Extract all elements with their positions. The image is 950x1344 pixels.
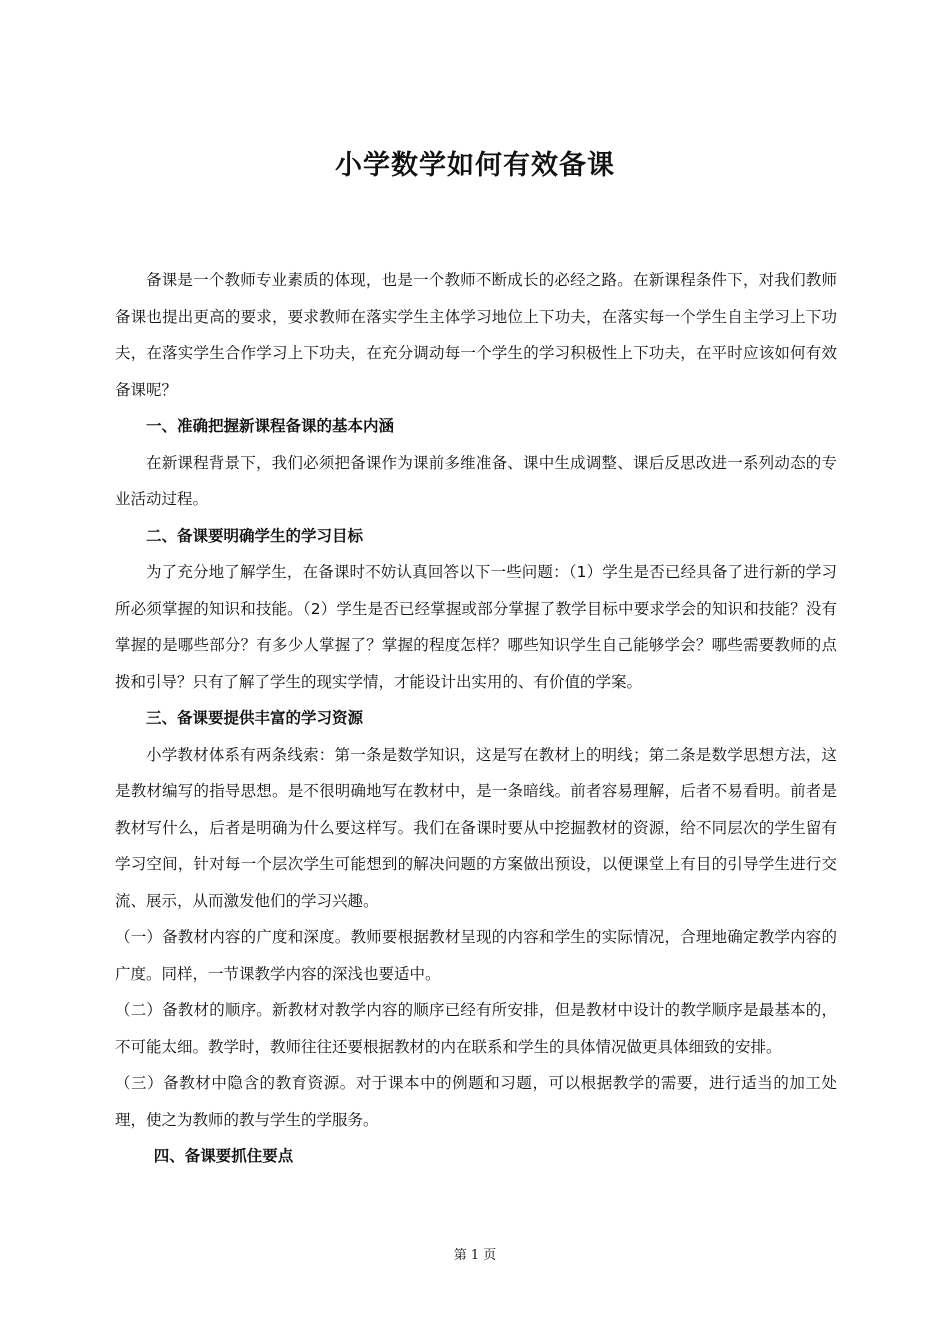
section-4-heading: 四、备课要抓住要点	[153, 1147, 294, 1165]
section-2-paragraph: 为了充分地了解学生，在备课时不妨认真回答以下一些问题：（1）学生是否已经具备了进行新的学习所必须掌握的知识和技能。（2）学生是否已经掌握或部分掌握了教学目标中要求学会的知识和技能？没有掌握的是哪些部分？有多少人掌握了？掌握的程度怎样？哪些知识学生自己能够学会？哪些需要教师的点拨和引导？只有了解了学生的现实学情，才能设计出实用的、有价值的学案。	[115, 563, 837, 691]
section-1-paragraph: 在新课程背景下，我们必须把备课作为课前多维准备、课中生成调整、课后反思改进一系列动态的专业活动过程。	[115, 453, 837, 508]
document-body	[115, 262, 837, 1175]
section-3-paragraph: 小学教材体系有两条线索：第一条是数学知识，这是写在教材上的明线；第二条是数学思想方法，这是教材编写的指导思想。是不很明确地写在教材中，是一条暗线。前者容易理解，后者不易看明。前者是教材写什么，后者是明确为什么要这样写。我们在备课时要从中挖掘教材的资源，给不同层次的学生留有学习空间，针对每一个层次学生可能想到的解决问题的方案做出预设，以便课堂上有目的引导学生进行交流、展示，从而激发他们的学习兴趣。	[115, 745, 837, 910]
document-title: 小学数学如何有效备课	[335, 150, 615, 181]
section-3-subpoint-2: （二）备教材的顺序。新教材对教学内容的顺序已经有所安排，但是教材中设计的教学顺序是最基本的，不可能太细。教学时，教师往往还要根据教材的内在联系和学生的具体情况做更具体细致的安排。	[115, 1001, 837, 1056]
intro-paragraph: 备课是一个教师专业素质的体现，也是一个教师不断成长的必经之路。在新课程条件下，对我们教师备课也提出更高的要求，要求教师在落实学生主体学习地位上下功夫，在落实每一个学生自主学习上下功夫，在落实学生合作学习上下功夫，在充分调动每一个学生的学习积极性上下功夫，在平时应该如何有效备课呢？	[115, 271, 837, 399]
section-2-heading: 二、备课要明确学生的学习目标	[146, 526, 364, 545]
section-3-subpoint-1: （一）备教材内容的广度和深度。教师要根据教材呈现的内容和学生的实际情况，合理地确定教学内容的广度。同样，一节课教学内容的深浅也要适中。	[115, 928, 837, 983]
page-number: 第 1 页	[453, 1248, 497, 1263]
section-1-heading: 一、准确把握新课程备课的基本内涵	[146, 417, 395, 435]
section-3-subpoint-3: （三）备教材中隐含的教育资源。对于课本中的例题和习题，可以根据教学的需要，进行适当的加工处理，使之为教师的教与学生的学服务。	[115, 1074, 837, 1129]
section-3-heading: 三、备课要提供丰富的学习资源	[146, 709, 364, 727]
